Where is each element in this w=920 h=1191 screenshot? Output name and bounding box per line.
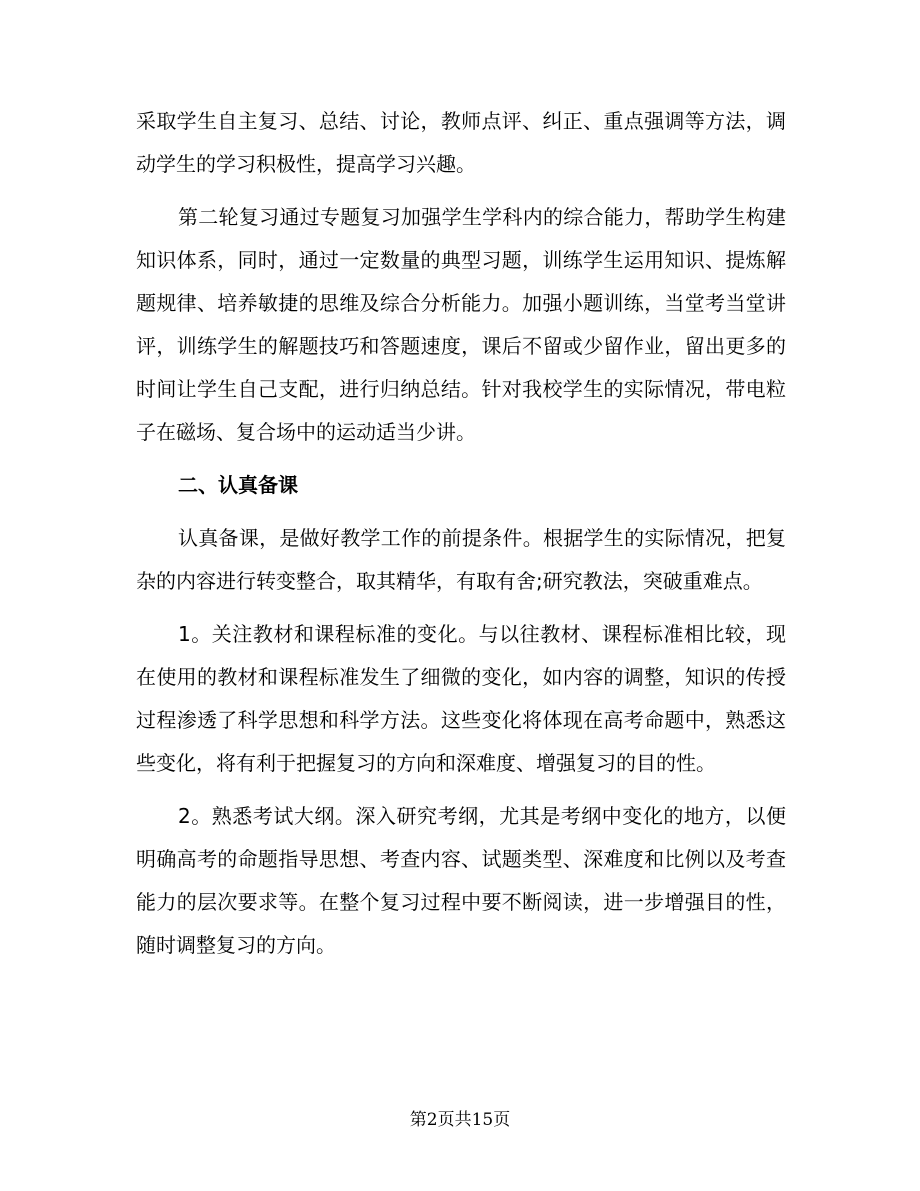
document-body [136,100,786,977]
paragraph-item-1-textbook: 1。关注教材和课程标准的变化。与以往教材、课程标准相比较，现在使用的教材和课程标准发生了细微的变化，如内容的调整，知识的传授过程渗透了科学思想和科学方法。这些变化将体现在高考命题中，熟悉这些变化，将有利于把握复习的方向和深难度、增强复习的目的性。 [136,622,786,775]
paragraph-lesson-prep-intro: 认真备课，是做好教学工作的前提条件。根据学生的实际情况，把复杂的内容进行转变整合，取其精华，有取有舍;研究教法，突破重难点。 [136,526,786,593]
paragraph-second-round-review: 第二轮复习通过专题复习加强学生学科内的综合能力，帮助学生构建知识体系，同时，通过一定数量的典型习题，训练学生运用知识、提炼解题规律、培养敏捷的思维及综合分析能力。加强小题训练，当堂考当堂讲评，训练学生的解题技巧和答题速度，课后不留或少留作业，留出更多的时间让学生自己支配，进行归纳总结。针对我校学生的实际情况，带电粒子在磁场、复合场中的运动适当少讲。 [136,205,786,444]
paragraph-item-2-syllabus: 2。熟悉考试大纲。深入研究考纲，尤其是考纲中变化的地方，以便明确高考的命题指导思想、考查内容、试题类型、深难度和比例以及考查能力的层次要求等。在整个复习过程中要不断阅读，进一步增强目的性，随时调整复习的方向。 [136,804,786,957]
page-number-footer: 第2页共15页 [409,1110,511,1130]
paragraph-review-methods: 采取学生自主复习、总结、讨论，教师点评、纠正、重点强调等方法，调动学生的学习积极性，提高学习兴趣。 [136,109,786,176]
section-heading-lesson-prep: 二、认真备课 [178,473,298,497]
